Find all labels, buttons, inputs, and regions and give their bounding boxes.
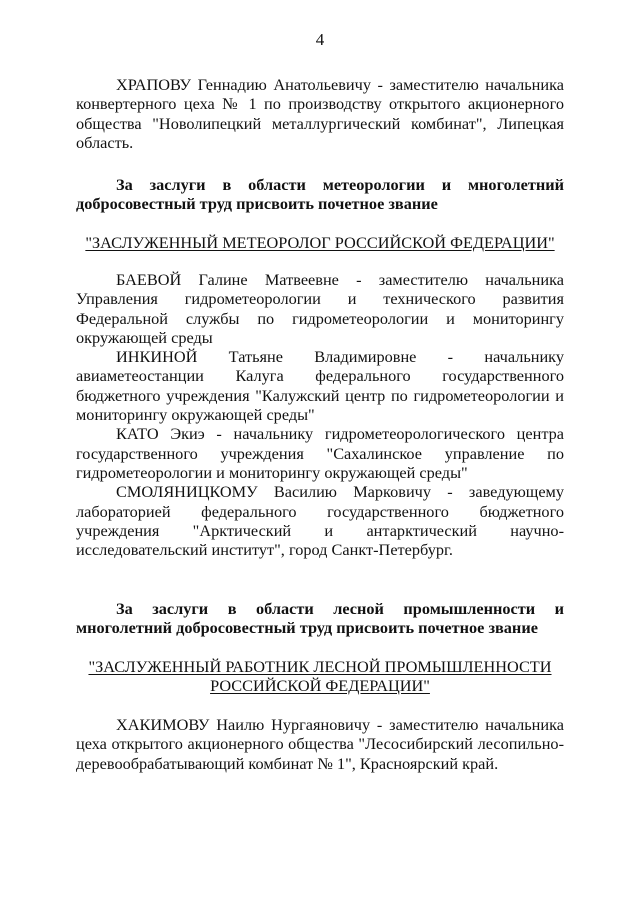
meteorology-awardees [76,270,564,559]
honorary-title-line-1: "ЗАСЛУЖЕННЫЙ РАБОТНИК ЛЕСНОЙ ПРОМЫШЛЕННОСТИ [88,657,552,676]
meteorology-title [76,233,564,252]
award-entry-smolyanitskiy: СМОЛЯНИЦКОМУ Василию Марковичу - заведующему лабораторией федерального государственного бюджетного учреждения "Арктический и антарктический научно-исследовательский институт", город Санкт-Петербург. [76,482,564,560]
honorary-title-text: "ЗАСЛУЖЕННЫЙ МЕТЕОРОЛОГ РОССИЙСКОЙ ФЕДЕРАЦИИ" [85,233,555,252]
award-entry-kato: КАТО Экиэ - начальнику гидрометеорологического центра государственного учреждения "Сахалинское управление по гидрометеорологии и мониторингу окружающей среды" [76,424,564,482]
section-intro-text: За заслуги в области метеорологии и многолетний добросовестный труд присвоить почетное звание [76,175,564,214]
entry-text: ХРАПОВУ Геннадию Анатольевичу - заместителю начальника конвертерного цеха № 1 по производству открытого акционерного общества "Новолипецкий металлургический комбинат", Липецкая область. [76,75,564,152]
award-entry-baeva: БАЕВОЙ Галине Матвеевне - заместителю начальника Управления гидрометеорологии и технического развития Федеральной службы по гидрометеорологии и мониторингу окружающей среды [76,270,564,347]
award-entry-inkina: ИНКИНОЙ Татьяне Владимировне - начальнику авиаметеостанции Калуга федерального государственного бюджетного учреждения "Калужский центр по гидрометеорологии и мониторингу окружающей среды" [76,347,564,425]
forestry-title [76,657,564,696]
page-number: 4 [315,30,325,49]
section-intro-text: За заслуги в области лесной промышленности и многолетний добросовестный труд присвоить почетное звание [76,599,564,638]
award-entry-khrapov [76,75,564,152]
forestry-section-intro [76,599,564,638]
honorary-title-line-2: РОССИЙСКОЙ ФЕДЕРАЦИИ" [210,676,430,696]
entry-text: ХАКИМОВУ Наилю Нургаяновичу - заместителю начальника цеха открытого акционерного общества "Лесосибирский лесопильно-деревообрабатывающий комбинат № 1", Красноярский край. [76,715,564,773]
award-entry-khakimov [76,715,564,773]
meteorology-section-intro [76,175,564,214]
